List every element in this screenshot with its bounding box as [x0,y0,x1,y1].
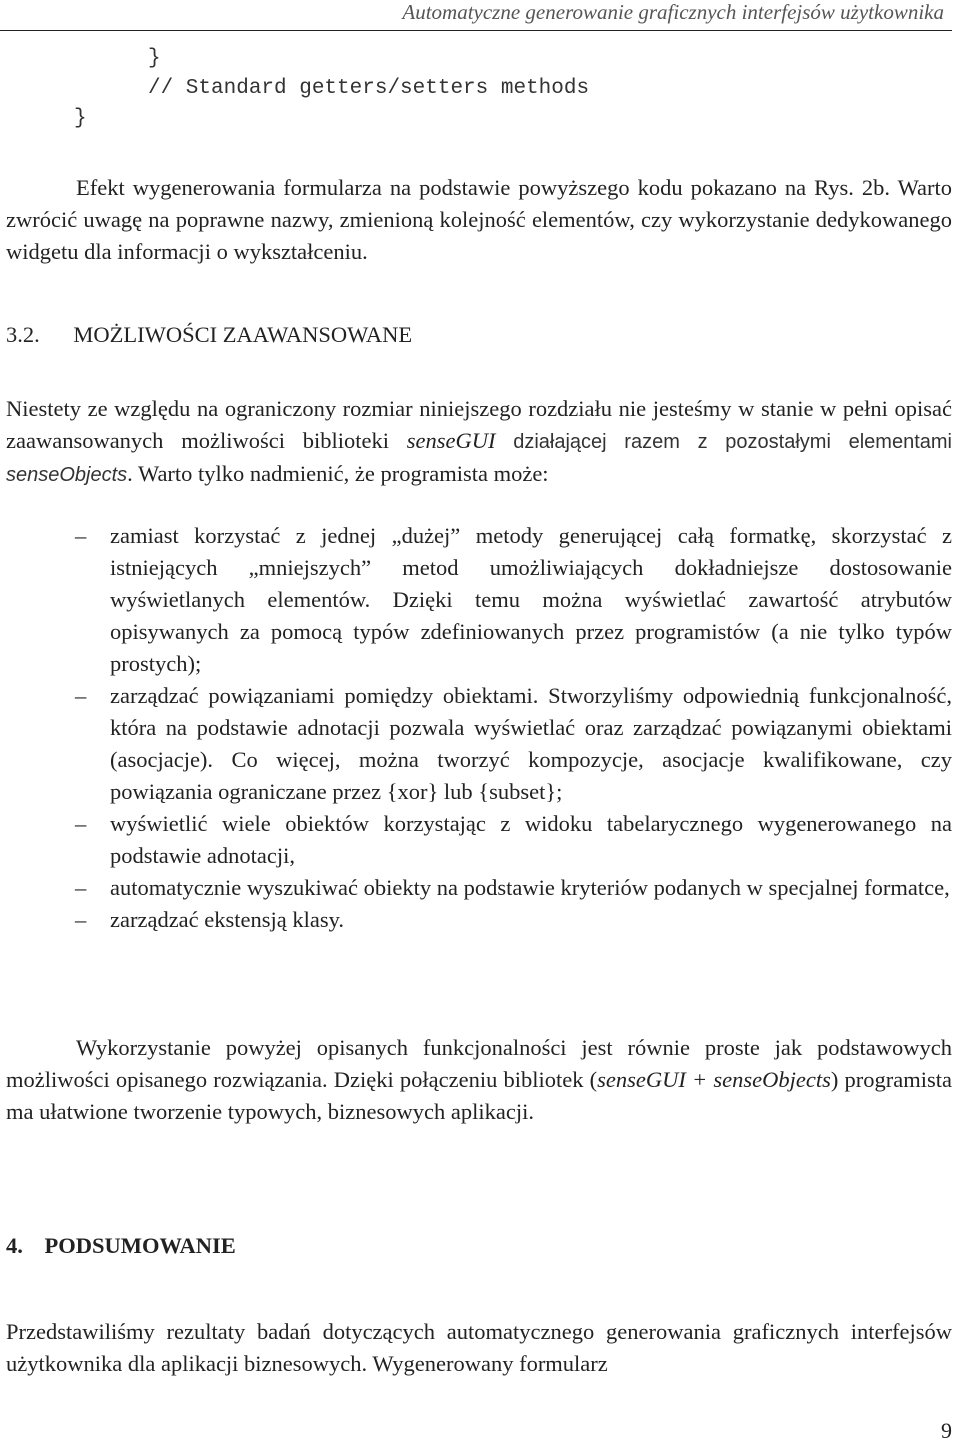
code-snippet [0,44,589,134]
paragraph-summary: Przedstawiliśmy rezultaty badań dotyczących automatycznego generowania graficznych interfejsów użytkownika dla aplikacji biznesowych. Wygenerowany formularz [6,1319,952,1376]
list-item: – wyświetlić wiele obiektów korzystając z widoku tabelarycznego wygenerowanego na podstawie adnotacji, [75,811,952,868]
capabilities-list [0,520,952,936]
text-run: ) programista ma ułatwione tworzenie typowych, biznesowych aplikacji. [6,1067,952,1124]
emphasis-term: senseGUI [406,428,496,453]
text-run: Niestety ze względu na ograniczony rozmiar niniejszego rozdziału nie jesteśmy w stanie w pełni opisać zaawansowanych możliwości biblioteki [6,396,952,453]
emphasis-term: senseObjects [6,464,128,486]
text-run: Wykorzystanie powyżej opisanych funkcjonalności jest równie proste jak podstawowych możliwości opisanego rozwiązania. Dzięki połączeniu bibliotek ( [6,1035,952,1092]
text-run: działającej razem z pozostałymi elementami [495,431,952,453]
paragraph-advanced [6,393,952,491]
paragraph-usage [6,1032,952,1128]
code-line: // Standard getters/setters methods [148,77,590,100]
text-run: . Warto tylko nadmienić, że programista może: [127,461,549,486]
section-number: 3.2. [6,322,40,347]
list-item: – zamiast korzystać z jednej „dużej” metody generującej całą formatkę, skorzystać z istniejących „mniejszych” metod umożliwiających dokładniejsze dostosowanie wyświetlanych elementów. Dzięki temu można wyświetlać zawartość atrybutów opisywanych za pomocą typów zdefiniowanych przez programistów (a nie tylko typów prostych); [75,523,952,676]
list-item: – zarządzać ekstensją klasy. [75,907,345,932]
code-line: } [74,107,87,130]
list-item: – automatycznie wyszukiwać obiekty na podstawie kryteriów podanych w specjalnej formatce, [75,875,950,900]
section-title: PODSUMOWANIE [44,1233,236,1258]
emphasis-term: senseGUI + senseObjects [597,1067,831,1092]
section-number: 4. [6,1233,23,1258]
section-title: MOŻLIWOŚCI ZAAWANSOWANE [73,322,413,347]
page-number: 9 [941,1418,952,1443]
code-line: } [148,47,161,70]
paragraph-effect: Efekt wygenerowania formularza na podstawie powyższego kodu pokazano na Rys. 2b. Warto zwrócić uwagę na poprawne nazwy, zmienioną kolejność elementów, czy wykorzystanie dedykowanego widgetu dla informacji o wykształceniu. [6,175,952,264]
running-header [0,0,952,31]
list-item: – zarządzać powiązaniami pomiędzy obiektami. Stworzyliśmy odpowiednią funkcjonalność, która na podstawie adnotacji pozwala wyświetlać oraz zarządzać powiązanymi obiektami (asocjacje). Co więcej, można tworzyć kompozycje, asocjacje kwalifikowane, czy powiązania ograniczane przez {xor} lub {subset}; [75,683,952,804]
section-heading-3-2 [6,322,412,348]
running-title: Automatyczne generowanie graficznych interfejsów użytkownika [402,0,944,24]
section-heading-4 [6,1233,236,1259]
